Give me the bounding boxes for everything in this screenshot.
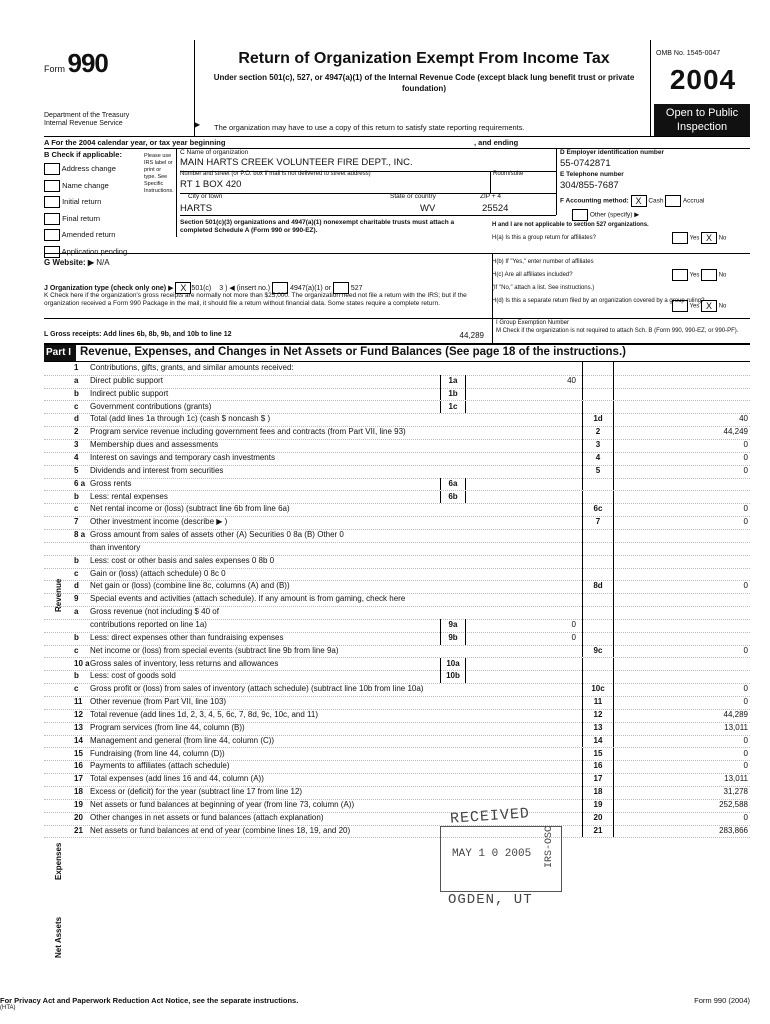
hd-no-checkbox[interactable]: X — [701, 300, 717, 312]
sub-line-label: 6b — [440, 491, 466, 504]
line-number: b — [74, 388, 79, 398]
line-description: Special events and activities (attach schedule). If any amount is from gaming, check here — [90, 594, 406, 604]
line-number: 1 — [74, 363, 79, 372]
line-description: Less: cost of goods sold — [90, 671, 176, 681]
form-line — [44, 619, 750, 633]
city-field[interactable]: City or town HARTS State or country WV ZIP + 4 25524 — [180, 193, 556, 216]
hc-no-checkbox[interactable] — [701, 269, 717, 281]
form-line — [44, 632, 750, 646]
form-line — [44, 760, 750, 774]
line-ref: 1d — [582, 413, 614, 426]
form-line — [44, 465, 750, 479]
line-number: 9 — [74, 594, 79, 604]
line-number: c — [74, 568, 79, 578]
line-number: 19 — [74, 799, 83, 809]
form-line — [44, 696, 750, 710]
sub-line-amount[interactable]: 40 — [567, 375, 576, 385]
form-line — [44, 516, 750, 530]
sub-line-label: 10b — [440, 670, 466, 683]
line-number: c — [74, 401, 79, 411]
gross-receipts-value: 44,289 — [459, 331, 484, 340]
line-description: Total (add lines 1a through 1c) (cash $ noncash $ ) — [90, 414, 271, 424]
form-line — [44, 683, 750, 697]
form-line — [44, 401, 750, 415]
form-line — [44, 362, 750, 376]
omb-number: OMB No. 1545-0047 — [656, 50, 721, 57]
line-amount[interactable]: 0 — [743, 735, 748, 745]
state-notice: The organization may have to use a copy of this return to satisfy state reporting requirements. — [214, 123, 525, 132]
line-number: b — [74, 491, 79, 501]
line-number: a — [74, 375, 79, 385]
line-amount[interactable]: 252,588 — [719, 799, 748, 809]
form-line — [44, 722, 750, 736]
ein-field[interactable]: D Employer identification number 55-0742871 — [560, 149, 750, 169]
part-1-lines — [44, 362, 750, 852]
please-use-label: Please use IRS label or print or type. See Specific Instructions. — [144, 153, 174, 194]
line-description: Less: direct expenses other than fundraising expenses — [90, 632, 284, 642]
form-line — [44, 670, 750, 684]
form-line — [44, 709, 750, 723]
line-amount[interactable]: 283,866 — [719, 825, 748, 835]
line-amount[interactable]: 0 — [743, 504, 748, 514]
form-line — [44, 452, 750, 466]
street-field[interactable]: Number and street (or P.O. box if mail is not delivered to street address) RT 1 BOX 420 Room/suite — [180, 171, 556, 194]
line-number: 4 — [74, 452, 79, 462]
name-change-checkbox[interactable]: Name change — [44, 178, 127, 195]
form-line — [44, 593, 750, 607]
line-ref: 19 — [582, 799, 614, 812]
line-ref: 14 — [582, 735, 614, 748]
revenue-side-label: Revenue — [54, 578, 63, 612]
phone: 304/855-7687 — [560, 180, 619, 191]
line-description: Total revenue (add lines 1d, 2, 3, 4, 5, 6c, 7, 8d, 9c, 10c, and 11) — [90, 709, 318, 719]
line-amount[interactable]: 40 — [739, 414, 748, 424]
line-number: 12 — [74, 709, 83, 719]
form-line — [44, 503, 750, 517]
sub-line-label: 1a — [440, 375, 466, 388]
privacy-notice: For Privacy Act and Paperwork Reduction Act Notice, see the separate instructions. (HTA) — [0, 996, 299, 1011]
form-line — [44, 580, 750, 594]
form-line — [44, 658, 750, 672]
gross-receipts-label: L Gross receipts: Add lines 6b, 8b, 9b, and 10b to line 12 — [44, 331, 232, 338]
line-ref: 12 — [582, 709, 614, 722]
line-description: contributions reported on line 1a) — [90, 620, 207, 629]
form-line — [44, 413, 750, 427]
501c-checkbox[interactable]: X — [175, 282, 191, 294]
sub-line-amount[interactable]: 0 — [571, 620, 576, 629]
form-line — [44, 645, 750, 659]
expenses-side-label: Expenses — [54, 842, 63, 880]
form-line — [44, 542, 750, 556]
footer-form-number: Form 990 (2004) — [694, 996, 750, 1005]
form-page — [44, 40, 750, 852]
line-ref — [582, 542, 614, 555]
line-ref — [582, 670, 614, 683]
line-number: c — [74, 684, 79, 694]
accrual-checkbox[interactable] — [665, 195, 681, 207]
line-ref: 15 — [582, 748, 614, 761]
street: RT 1 BOX 420 — [180, 179, 242, 190]
address-change-checkbox[interactable]: Address change — [44, 161, 127, 178]
sub-line-label: 9a — [440, 619, 466, 632]
form-header — [44, 40, 750, 137]
ha-yes-checkbox[interactable] — [672, 232, 688, 244]
line-amount[interactable]: 0 — [743, 812, 748, 822]
line-amount[interactable]: 0 — [743, 684, 748, 694]
line-number: 18 — [74, 787, 83, 797]
line-description: Contributions, gifts, grants, and similar amounts received: — [90, 363, 294, 372]
final-return-checkbox[interactable]: Final return — [44, 211, 127, 228]
form-line — [44, 735, 750, 749]
form-subtitle: Under section 501(c), 527, or 4947(a)(1) of the Internal Revenue Code (except black lung benefit trust or private foundation) — [213, 73, 635, 93]
line-description: Gross sales of inventory, less returns and allowances — [90, 658, 279, 668]
form-line — [44, 773, 750, 787]
line-amount[interactable]: 31,278 — [723, 787, 748, 797]
line-amount[interactable]: 0 — [743, 761, 748, 771]
form-title: Return of Organization Exempt From Income Tax — [238, 50, 610, 67]
line-amount[interactable]: 0 — [743, 748, 748, 758]
line-ref: 17 — [582, 773, 614, 786]
section-h: H and I are not applicable to section 527 organizations. H(a) Is this a group return for affiliates? Yes X No — [492, 222, 727, 243]
part-1-header: Part I Revenue, Expenses, and Changes in Net Assets or Fund Balances (See page 18 of the instructions.) — [44, 344, 750, 362]
line-number: 13 — [74, 722, 83, 732]
form-line — [44, 478, 750, 492]
org-name-field[interactable]: C Name of organization MAIN HARTS CREEK VOLUNTEER FIRE DEPT., INC. — [180, 149, 556, 172]
line-amount[interactable]: 0 — [743, 440, 748, 450]
line-description: than inventory — [90, 542, 141, 552]
line-description: Net rental income or (loss) (subtract line 6b from line 6a) — [90, 504, 290, 514]
line-ref — [582, 593, 614, 606]
line-description: Less: cost or other basis and sales expenses 0 8b 0 — [90, 555, 275, 565]
schedule-a-note: Section 501(c)(3) organizations and 4947(a)(1) nonexempt charitable trusts must attach a completed Schedule A (Form 990 or 990-EZ). — [180, 219, 455, 234]
line-description: Government contributions (grants) — [90, 401, 212, 411]
cash-checkbox[interactable]: X — [631, 195, 647, 207]
sub-line-label: 10a — [440, 658, 466, 671]
sub-line-label: 9b — [440, 632, 466, 645]
line-number: b — [74, 632, 79, 642]
form-line — [44, 786, 750, 800]
line-ref: 18 — [582, 786, 614, 799]
initial-return-checkbox[interactable]: Initial return — [44, 194, 127, 211]
city: HARTS — [180, 203, 213, 214]
line-ref: 10c — [582, 683, 614, 696]
line-amount[interactable]: 13,011 — [724, 722, 748, 732]
line-ref — [582, 658, 614, 671]
line-description: Payments to affiliates (attach schedule) — [90, 761, 230, 771]
line-description: Net assets or fund balances at beginning of year (from line 73, column (A)) — [90, 799, 355, 809]
line-ref: 2 — [582, 426, 614, 439]
line-description: Gain or (loss) (attach schedule) 0 8c 0 — [90, 568, 226, 578]
line-number: d — [74, 414, 79, 424]
website-label: G Website: ▶ N/A — [44, 258, 110, 267]
line-ref — [582, 632, 614, 645]
form-line — [44, 529, 750, 543]
line-description: Program service revenue including government fees and contracts (from Part VII, line 93) — [90, 427, 406, 437]
line-description: Dividends and interest from securities — [90, 465, 224, 475]
form-line — [44, 491, 750, 505]
line-number: 3 — [74, 440, 79, 450]
line-description: Gross profit or (loss) from sales of inventory (attach schedule) (subtract line 10b from line 10a) — [90, 684, 424, 694]
line-number: 16 — [74, 761, 83, 771]
form-line — [44, 568, 750, 582]
line-number: 17 — [74, 774, 83, 784]
line-amount[interactable]: 0 — [743, 645, 748, 655]
line-ref — [582, 388, 614, 401]
form-line — [44, 375, 750, 389]
accounting-method: F Accounting method: X Cash Accrual Other (specify) ▶ — [560, 195, 750, 221]
hd-yes-checkbox[interactable] — [672, 300, 688, 312]
line-number: 10 a — [74, 658, 90, 668]
line-a: A For the 2004 calendar year, or tax year beginning , and ending — [44, 137, 750, 149]
line-description: Gross revenue (not including $ 40 of — [90, 607, 219, 617]
line-number: d — [74, 581, 79, 591]
line-ref: 7 — [582, 516, 614, 529]
line-ref — [582, 401, 614, 414]
line-amount[interactable]: 0 — [743, 517, 748, 527]
line-description: Other changes in net assets or fund balances (attach explanation) — [90, 812, 324, 822]
line-amount[interactable]: 0 — [743, 697, 748, 707]
line-number: 11 — [74, 697, 83, 707]
form-line — [44, 812, 750, 826]
form-line — [44, 825, 750, 839]
line-ref: 3 — [582, 439, 614, 452]
line-description: Fundraising (from line 44, column (D)) — [90, 748, 225, 758]
k-notice: K Check here if the organization's gross receipts are normally not more than $25,000. The organization need not file a return with the IRS; but if the organization received a Form 990 Package in the mail, it should file a return without financial data. Some states require a complete return. — [44, 292, 467, 307]
public-inspection-badge: Open to Public Inspection — [654, 104, 750, 136]
line-description: Net gain or (loss) (combine line 8c, columns (A) and (B)) — [90, 581, 290, 591]
sub-line-amount[interactable]: 0 — [571, 632, 576, 642]
line-number: 8 a — [74, 530, 86, 540]
line-amount[interactable]: 44,249 — [723, 427, 748, 437]
line-ref — [582, 606, 614, 619]
line-ref: 4 — [582, 452, 614, 465]
line-number: 20 — [74, 812, 83, 822]
line-description: Direct public support — [90, 375, 163, 385]
line-number: c — [74, 645, 79, 655]
line-ref — [582, 529, 614, 542]
line-ref: 13 — [582, 722, 614, 735]
line-amount[interactable]: 0 — [743, 452, 748, 462]
line-amount[interactable]: 0 — [743, 581, 748, 591]
ein: 55-0742871 — [560, 158, 611, 169]
department: Department of the Treasury Internal Revenue Service — [44, 112, 130, 127]
line-description: Gross amount from sales of assets other (A) Securities 0 8a (B) Other 0 — [90, 530, 344, 540]
website-h-block — [44, 254, 750, 319]
line-ref: 6c — [582, 503, 614, 516]
line-ref — [582, 375, 614, 388]
line-description: Total expenses (add lines 16 and 44, column (A)) — [90, 774, 264, 784]
line-description: Other investment income (describe ▶ ) — [90, 517, 228, 527]
section-h-cont: H(b) If "Yes," enter number of affiliates H(c) Are all affiliates included? Yes No (If "No," attach a list. See instructions.) H(d) Is this a separate return filed by an organization covered by a group ruling? Yes X No — [492, 259, 727, 311]
received-stamp: RECEIVED MAY 1 0 2005 OGDEN, UT IRS-OSC — [440, 808, 590, 914]
line-number: 7 — [74, 517, 79, 527]
line-ref: 5 — [582, 465, 614, 478]
line-description: Gross rents — [90, 478, 132, 488]
line-ref — [582, 362, 614, 375]
identification-block: B Check if applicable: Address change Name change Initial return Final return Amended return Application pending Please use IRS label or print or type. See Specific Instructions. C Name of organization MAIN HARTS CREEK VOLUNTEER FIRE DEPT., INC. Number and street (or P.O. box if mail is not delivered to street address) RT 1 BOX 420 Room/suite City or town HARTS State or country WV ZIP + 4 25524 D Employer identification number 55-0742871 E Telephone number 304/855-7687 F Accounting method: X Cash Accrual Other (specify) ▶ Section 501(c)(3) organizations and 4947(a)(1) nonexempt charitable trusts must attach a completed Schedule A (Form 990 or 990-EZ). H and I are not applicable to section 527 organizations. H(a) Is this a group return for affiliates? Yes X No — [44, 149, 750, 254]
form-line — [44, 606, 750, 620]
net-assets-side-label: Net Assets — [54, 916, 63, 958]
application-pending-checkbox[interactable]: Application pending — [44, 244, 127, 261]
form-line — [44, 439, 750, 453]
line-description: Net assets or fund balances at end of year (combine lines 18, 19, and 20) — [90, 825, 351, 835]
line-description: Excess or (deficit) for the year (subtract line 17 from line 12) — [90, 787, 303, 797]
org-type: J Organization type (check only one) ▶ X 501(c) 3 ) ◀ (insert no.) 4947(a)(1) or 527 — [44, 283, 363, 293]
line-number: 6 a — [74, 478, 86, 488]
line-ref: 16 — [582, 760, 614, 773]
line-description: Interest on savings and temporary cash investments — [90, 452, 275, 462]
line-amount[interactable]: 0 — [743, 465, 748, 475]
sub-line-label: 1b — [440, 388, 466, 401]
arrow-right-icon: ▶ — [194, 120, 201, 129]
tax-year: 2004 — [669, 64, 737, 95]
sub-line-label: 1c — [440, 401, 466, 414]
line-ref: 9c — [582, 645, 614, 658]
hc-yes-checkbox[interactable] — [672, 269, 688, 281]
line-amount[interactable]: 13,011 — [724, 774, 748, 784]
line-number: 21 — [74, 825, 83, 835]
zip: 25524 — [482, 203, 509, 214]
check-if-applicable-list — [44, 161, 127, 260]
line-description: Net income or (loss) from special events (subtract line 9b from line 9a) — [90, 645, 339, 655]
form-line — [44, 555, 750, 569]
line-ref: 20 — [582, 812, 614, 825]
line-description: Indirect public support — [90, 388, 169, 398]
line-number: a — [74, 607, 79, 617]
line-amount[interactable]: 44,289 — [723, 709, 748, 719]
line-description: Membership dues and assessments — [90, 440, 219, 450]
line-ref: 21 — [582, 825, 614, 838]
form-line — [44, 426, 750, 440]
line-number: b — [74, 555, 79, 565]
sub-line-label: 6a — [440, 478, 466, 491]
part-1-title: Revenue, Expenses, and Changes in Net Assets or Fund Balances (See page 18 of the instructions.) — [80, 346, 626, 358]
line-ref: 8d — [582, 580, 614, 593]
line-description: Management and general (from line 44, column (C)) — [90, 735, 275, 745]
form-number: Form 990 — [44, 48, 108, 78]
line-number: c — [74, 504, 79, 514]
l-m-block — [44, 319, 750, 344]
line-ref — [582, 568, 614, 581]
org-name: MAIN HARTS CREEK VOLUNTEER FIRE DEPT., INC. — [180, 157, 413, 168]
line-number: b — [74, 671, 79, 681]
form-line — [44, 748, 750, 762]
state: WV — [420, 203, 436, 214]
line-number: 5 — [74, 465, 79, 475]
line-number: 15 — [74, 748, 83, 758]
line-number: 2 — [74, 427, 79, 437]
phone-field[interactable]: E Telephone number 304/855-7687 — [560, 171, 750, 191]
section-i-m: I Group Exemption Number M Check if the organization is not required to attach Sch. B (Form 990, 990-EZ, or 990-PF). — [496, 320, 739, 334]
line-number: 14 — [74, 735, 83, 745]
line-ref — [582, 478, 614, 491]
line-description: Less: rental expenses — [90, 491, 168, 501]
ha-no-checkbox[interactable]: X — [701, 232, 717, 244]
form-line — [44, 799, 750, 813]
line-ref — [582, 555, 614, 568]
line-ref — [582, 491, 614, 504]
form-line — [44, 388, 750, 402]
line-description: Other revenue (from Part VII, line 103) — [90, 697, 227, 707]
amended-return-checkbox[interactable]: Amended return — [44, 227, 127, 244]
line-description: Program services (from line 44, column (B)) — [90, 722, 245, 732]
line-ref: 11 — [582, 696, 614, 709]
line-ref — [582, 619, 614, 632]
